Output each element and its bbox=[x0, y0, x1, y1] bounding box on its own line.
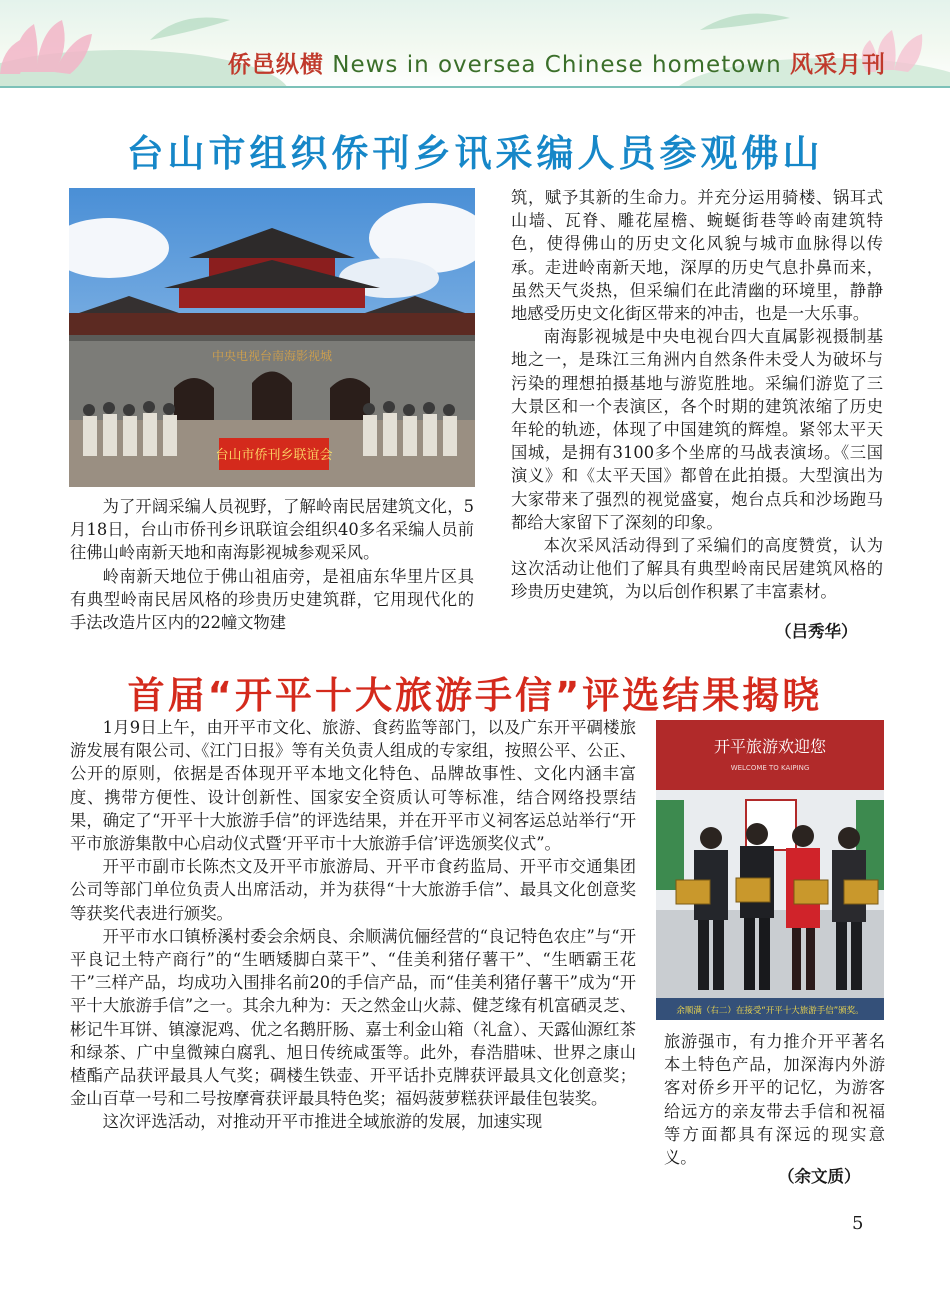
article1-left-column bbox=[70, 495, 474, 634]
header-title bbox=[228, 46, 886, 79]
article1-paragraph: 岭南新天地位于佛山祖庙旁，是祖庙东华里片区具有典型岭南民居风格的珍贵历史建筑群，它用现代化的手法改造片区内的22幢文物建 bbox=[70, 566, 474, 633]
photo-caption-text: 余顺满（右二）在接受“开平十大旅游手信”颁奖。 bbox=[676, 1006, 864, 1016]
article2-right-column bbox=[664, 1030, 885, 1169]
gate-sign-text: 中央电视台南海影视城 bbox=[211, 349, 333, 363]
group-banner-text: 台山市侨刊乡联谊会 bbox=[215, 448, 333, 463]
article2-title: 首届“开平十大旅游手信”评选结果揭晓 bbox=[127, 674, 823, 717]
welcome-sign-subtext: WELCOME TO KAIPING bbox=[730, 764, 810, 772]
article2-photo bbox=[656, 720, 884, 1020]
article1-title: 台山市组织侨刊乡讯采编人员参观佛山 bbox=[126, 132, 824, 175]
film-city-gate-image bbox=[69, 188, 475, 487]
article1-author: （吕秀华） bbox=[775, 622, 858, 641]
article1-paragraph: 本次采风活动得到了采编们的高度赞赏，认为这次活动让他们了解具有典型岭南民居建筑风格的珍贵历史建筑，为以后创作积累了丰富素材。 bbox=[511, 536, 883, 602]
article1-paragraph: 南海影视城是中央电视台四大直属影视摄制基地之一，是珠江三角洲内自然条件未受人为破坏与污染的理想拍摄基地与游览胜地。采编们游览了三大景区和一个表演区，各个时期的建筑浓缩了历史年轮的轨迹，体现了中国建筑的辉煌。紧邻太平天国城，是拥有3100多个坐席的马战表演场。《三国演义》和《太平天国》都曾在此拍摄。大型演出为大家带来了强烈的视觉盛宴，炮台点兵和沙场跑马都给大家留下了深刻的印象。 bbox=[511, 327, 883, 532]
article2-paragraph: 开平市副市长陈杰文及开平市旅游局、开平市食药监局、开平市交通集团公司等部门单位负责人出席活动，并为获得“十大旅游手信”、最具文化创意奖等获奖代表进行颁奖。 bbox=[70, 857, 636, 923]
article2-paragraph: 开平市水口镇桥溪村委会余炳良、余顺满伉俪经营的“良记特色农庄”与“开平良记土特产商行”的“生晒矮脚白菜干”、“佳美利猪仔薯干”、“生晒霸王花干”三样产品，均成功入围排名前20的手信产品，而“佳美利猪仔薯干”成为“开平十大旅游手信”之一。其余九种为：天之然金山火蒜、健芝缘有机富硒灵芝、彬记牛耳饼、镇濠泥鸡、优之名鹅肝肠、嘉士利金山箱（礼盒）、天露仙源红茶和绿茶、广中皇微辣白腐乳、旭日传统咸蛋等。此外，春浩腊味、世界之康山楂酯产品获评最具人气奖；碉楼生铁壶、开平话扑克牌获评最具文化创意奖；金山百草一号和二号按摩膏获评最具特色奖；福妈菠萝糕获评最佳包装奖。 bbox=[70, 926, 636, 1109]
header-divider bbox=[0, 86, 950, 88]
article2-author: （余文质） bbox=[778, 1167, 861, 1186]
article1-paragraph: 为了开阔采编人员视野，了解岭南民居建筑文化，5月18日，台山市侨刊乡讯联谊会组织40多名采编人员前往佛山岭南新天地和南海影视城参观采风。 bbox=[70, 497, 474, 563]
article2-paragraph: 1月9日上午，由开平市文化、旅游、食药监等部门，以及广东开平碉楼旅游发展有限公司、《江门日报》等有关负责人组成的专家组，按照公平、公正、公开的原则，依据是否体现开平本地文化特色、品牌故事性、文化内涵丰富度、携带方便性、设计创新性、国家安全资质认可等标准，结合网络投票结果，确定了“开平十大旅游手信”的评选结果，并在开平市义祠客运总站举行“开平市旅游集散中心启动仪式暨‘开平市十大旅游手信’评选颁奖仪式”。 bbox=[70, 718, 636, 854]
award-ceremony-image bbox=[656, 720, 884, 1020]
page-header bbox=[0, 0, 950, 88]
article1-paragraph: 筑，赋予其新的生命力。并充分运用骑楼、锅耳式山墙、瓦脊、雕花屋檐、蜿蜒街巷等岭南建筑特色，使得佛山的历史文化风貌与城市血脉得以传承。走进岭南新天地，深厚的历史气息扑鼻而来，虽然天气炎热，但采编们在此清幽的环境里，静静地感受历史文化街区带来的冲击，也是一大乐事。 bbox=[511, 188, 883, 324]
header-en: News in oversea Chinese hometown bbox=[332, 52, 782, 78]
article2-left-column bbox=[70, 716, 636, 1134]
page-number: 5 bbox=[852, 1213, 864, 1234]
article2-paragraph: 这次评选活动，对推动开平市推进全域旅游的发展，加速实现 bbox=[102, 1112, 543, 1132]
article1-right-column bbox=[511, 186, 883, 604]
article2-paragraph: 旅游强市，有力推介开平著名本土特色产品，加深海内外游客对侨乡开平的记忆，为游客给远方的亲友带去手信和祝福等方面都具有深远的现实意义。 bbox=[664, 1032, 885, 1168]
header-cn-right: 风采月刊 bbox=[790, 51, 886, 78]
welcome-sign-text: 开平旅游欢迎您 bbox=[713, 737, 827, 756]
article1-photo bbox=[69, 188, 475, 487]
header-cn-left: 侨邑纵横 bbox=[227, 51, 324, 78]
